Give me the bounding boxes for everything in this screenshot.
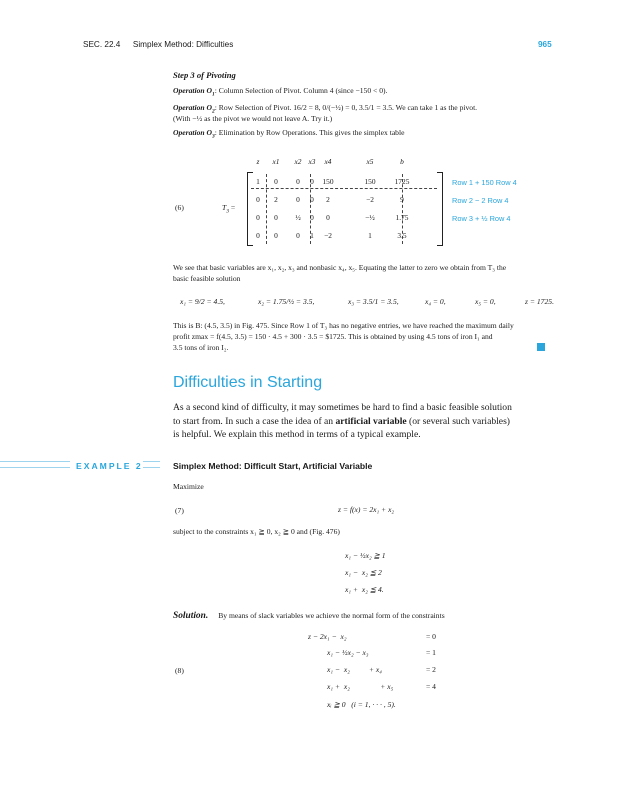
table-cell: −½	[365, 213, 375, 222]
table-cell: 2	[274, 195, 278, 204]
solution-x4: x₄ = 0,	[425, 297, 446, 306]
running-header	[83, 40, 233, 49]
section-title: Difficulties in Starting	[173, 374, 323, 391]
operation-3: Operation $O_3$: Elimination by Row Operations. This gives the simplex table	[173, 128, 405, 140]
header-section: SEC. 22.4	[83, 40, 121, 49]
col-label-x3: x3	[308, 157, 316, 166]
eq8-line-4: x₁ + x₂ + x₅	[327, 682, 394, 691]
eq8-number: (8)	[175, 666, 184, 675]
table-cell: 0	[296, 195, 300, 204]
eq7-number: (7)	[175, 506, 184, 515]
table-cell: 1	[368, 231, 372, 240]
result-para-2: profit zmax = f(4.5, 3.5) = 150 · 4.5 + 300 · 3.5 = $1725. This is obtained by using 4.5 tons of iron I₁ and	[173, 332, 493, 341]
operation-2: Operation $O_2$: Row Selection of Pivot. 16/2 = 8, 0/(−½) = 0, 3.5/1 = 3.5. We can take 1 as the pivot.	[173, 103, 478, 115]
table-cell: 0	[256, 195, 260, 204]
table-cell: 0	[296, 177, 300, 186]
col-label-z: z	[256, 157, 260, 166]
table-cell: 0	[310, 195, 314, 204]
step3-heading: Step 3 of Pivoting	[173, 70, 236, 80]
solution-z: z = 1725.	[525, 297, 554, 306]
after-table-line1: We see that basic variables are x₁, x₂, x₃ and nonbasic x₄, x₅. Equating the latter to zero we obtain from T₃ the	[173, 263, 507, 272]
table-cell: 0	[274, 177, 278, 186]
table-cell: 1	[256, 177, 260, 186]
table-cell: 1.75	[395, 213, 409, 222]
col-label-x4: x4	[324, 157, 332, 166]
table-cell: 150	[364, 177, 376, 186]
table-cell: 0	[256, 231, 260, 240]
col-label-x5: x5	[366, 157, 374, 166]
table-name: $T_3$ =	[222, 203, 236, 215]
solution-intro: Solution. By means of slack variables we achieve the normal form of the constraints	[173, 611, 445, 621]
eq8-rhs-4: = 4	[426, 682, 436, 691]
row-op-2: Row 2 − 2 Row 4	[452, 196, 509, 205]
table-cell: −2	[366, 195, 374, 204]
table-cell: 150	[322, 177, 334, 186]
eq7: z = f(x) = 2x₁ + x₂	[338, 505, 395, 514]
table-cell: 1	[310, 231, 314, 240]
eq8-rhs-2: = 1	[426, 648, 436, 657]
eq8-line-2: x₁ − ½x₂ − x₃	[327, 648, 369, 657]
right-bracket	[437, 172, 443, 246]
page-number: 965	[538, 40, 552, 49]
table-cell: 0	[274, 231, 278, 240]
constraint-3: x₁ + x₂ ≦ 4.	[345, 585, 384, 594]
solution-x5: x₅ = 0,	[475, 297, 496, 306]
maximize-text: Maximize	[173, 482, 204, 491]
example-title: Simplex Method: Difficult Start, Artificial Variable	[173, 461, 373, 471]
table-cell: 2	[326, 195, 330, 204]
table-cell: 9	[400, 195, 404, 204]
eq8-line-1: z − 2x₁ − x₂	[308, 632, 347, 641]
operation-2-note: (With −½ as the pivot we would not leave A. Try it.)	[173, 114, 333, 123]
constraint-2: x₁ − x₂ ≦ 2	[345, 568, 382, 577]
eq8-line-3: x₁ − x₂ + x₄	[327, 665, 382, 674]
table-cell: 0	[296, 231, 300, 240]
col-label-x2: x2	[294, 157, 302, 166]
header-title: Simplex Method: Difficulties	[132, 40, 234, 49]
table-cell: 1725	[394, 177, 410, 186]
eq8-nonnegativity: xᵢ ≧ 0 (i = 1, · · · , 5).	[327, 700, 396, 709]
table-cell: 0	[310, 213, 314, 222]
solution-x2: x₂ = 1.75/½ = 3.5,	[258, 297, 315, 306]
col-label-b: b	[400, 157, 404, 166]
operation-1: Operation $O_1$: Column Selection of Pivot. Column 4 (since −150 < 0).	[173, 86, 388, 98]
row-op-1: Row 1 + 150 Row 4	[452, 178, 517, 187]
table-cell: 0	[274, 213, 278, 222]
divider-h	[251, 188, 437, 189]
example-label: EXAMPLE 2	[70, 461, 143, 471]
end-of-proof-square-icon	[537, 343, 545, 351]
table-cell: 0	[326, 213, 330, 222]
result-para-1: This is B: (4.5, 3.5) in Fig. 475. Since Row 1 of T₃ has no negative entries, we have reached the maximum daily	[173, 321, 514, 330]
subject-to: subject to the constraints x₁ ≧ 0, x₂ ≧ 0 and (Fig. 476)	[173, 527, 340, 536]
solution-x1: x₁ = 9/2 = 4.5,	[180, 297, 225, 306]
solution-x3: x₃ = 3.5/1 = 3.5,	[348, 297, 399, 306]
eq8-rhs-3: = 2	[426, 665, 436, 674]
table-eq-number: (6)	[175, 203, 184, 212]
constraint-1: x₁ − ½x₂ ≧ 1	[345, 551, 386, 560]
eq8-rhs-1: = 0	[426, 632, 436, 641]
result-para-3: 3.5 tons of iron I₂.	[173, 343, 229, 352]
table-cell: 0	[310, 177, 314, 186]
col-label-x1: x1	[272, 157, 280, 166]
section-body: As a second kind of difficulty, it may sometimes be hard to find a basic feasible solution to start from. In such a case the idea of an artificial variable (or several such variables) is helpful. We explain this method in terms of a typical example.	[173, 402, 512, 440]
table-cell: 3.5	[397, 231, 407, 240]
table-cell: 0	[256, 213, 260, 222]
table-cell: ½	[295, 213, 301, 222]
after-table-line2: basic feasible solution	[173, 274, 241, 283]
row-op-3: Row 3 + ½ Row 4	[452, 214, 511, 223]
table-cell: −2	[324, 231, 332, 240]
